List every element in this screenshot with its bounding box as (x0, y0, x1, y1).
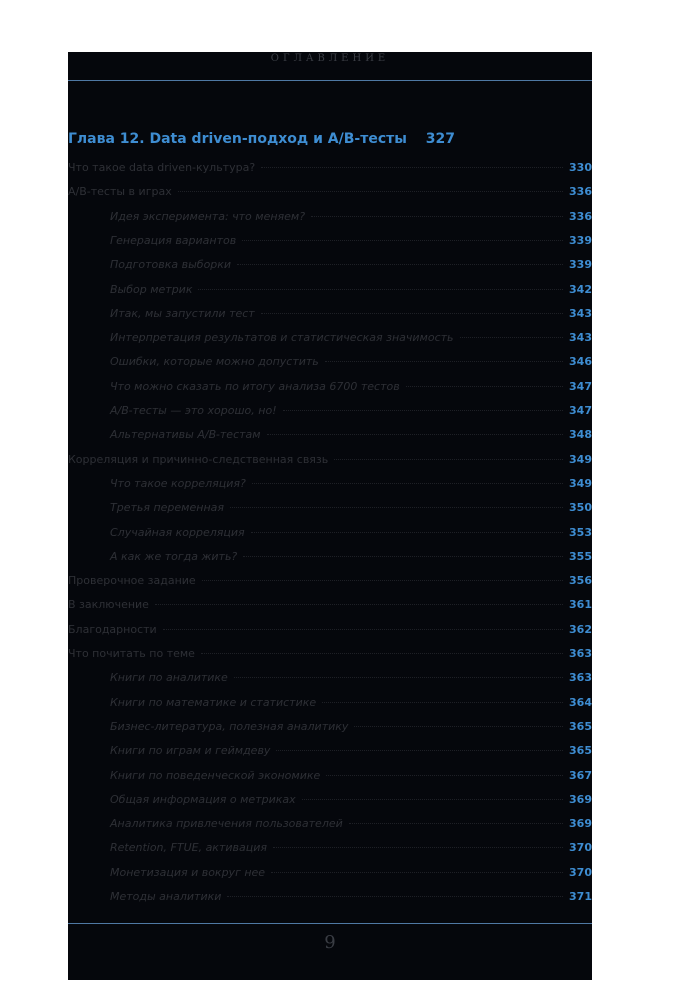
toc-entry-label: A/B-тесты — это хорошо, но! (110, 404, 277, 417)
dot-leader (267, 434, 563, 435)
toc-subentry[interactable] (110, 205, 592, 229)
dot-leader (349, 823, 563, 824)
toc-entry-page: 339 (569, 233, 592, 247)
dot-leader (325, 361, 563, 362)
toc-entry-page: 365 (569, 719, 592, 733)
toc-subentry[interactable] (110, 739, 592, 763)
toc-entry-page: 342 (569, 282, 592, 296)
toc-entry-page: 369 (569, 792, 592, 806)
dot-leader (261, 313, 563, 314)
toc-entry-page: 346 (569, 355, 592, 369)
toc-entry-label: Третья переменная (110, 501, 224, 515)
document-page (68, 52, 592, 980)
header-rule (68, 80, 592, 81)
toc-entry-page: 369 (569, 817, 592, 831)
toc-subentry[interactable] (110, 302, 592, 326)
toc-entry-label: Интерпретация результатов и статистическая значимость (110, 331, 454, 345)
toc-entry-page: 367 (569, 768, 592, 782)
toc-entry-label: Общая информация о метриках (110, 792, 296, 806)
toc-entry-label: Методы аналитики (110, 890, 222, 903)
dot-leader (227, 896, 563, 897)
toc-subentry[interactable] (110, 666, 592, 690)
toc-subentry[interactable] (110, 423, 592, 447)
dot-leader (334, 459, 563, 460)
toc-entry[interactable] (68, 593, 592, 617)
dot-leader (283, 410, 563, 411)
toc-entry-label: Альтернативы A/B-тестам (110, 428, 261, 442)
toc-entry-page: 356 (569, 574, 592, 588)
toc-subentry[interactable] (110, 545, 592, 569)
toc-entry-page: 339 (569, 258, 592, 272)
toc-subentry[interactable] (110, 521, 592, 545)
toc-entry-label: Проверочное задание (68, 574, 196, 588)
toc-entry-page: 364 (569, 695, 592, 709)
toc-entry-page: 349 (569, 476, 592, 490)
page-number: 9 (324, 932, 336, 953)
dot-leader (155, 604, 563, 605)
dot-leader (201, 653, 563, 654)
dot-leader (252, 483, 563, 484)
toc-entry-page: 365 (569, 744, 592, 758)
dot-leader (273, 847, 563, 848)
toc-entry-label: Подготовка выборки (110, 258, 232, 272)
chapter-page-number: 327 (425, 131, 456, 147)
toc-entry-page: 363 (569, 647, 592, 660)
dot-leader (302, 799, 563, 800)
toc-entry-page: 353 (569, 525, 592, 539)
toc-entry-label: Итак, мы запустили тест (110, 306, 255, 320)
dot-leader (163, 629, 563, 630)
toc-entry[interactable] (68, 642, 592, 666)
toc-entry-label: Генерация вариантов (110, 233, 237, 247)
toc-entry-label: Книги по играм и геймдеву (110, 744, 271, 758)
toc-entry-page: 347 (569, 379, 592, 393)
dot-leader (251, 532, 563, 533)
toc-subentry[interactable] (110, 836, 592, 860)
toc-subentry[interactable] (110, 764, 592, 788)
toc-entry-label: Что такое корреляция? (110, 476, 246, 490)
toc-entry-label: Случайная корреляция (110, 525, 245, 539)
toc-subentry[interactable] (110, 399, 592, 423)
dot-leader (354, 726, 563, 727)
toc-subentry[interactable] (110, 278, 592, 302)
toc-subentry[interactable] (110, 788, 592, 812)
dot-leader (242, 240, 563, 241)
toc-entry-label: Ошибки, которые можно допустить (110, 355, 319, 369)
dot-leader (406, 386, 563, 387)
dot-leader (230, 507, 563, 508)
toc-entry-page: 336 (569, 209, 592, 223)
toc-entry-label: Аналитика привлечения пользователей (110, 817, 343, 831)
toc-entry-label: A/B-тесты в играх (68, 185, 172, 199)
toc-entry-page: 343 (569, 306, 592, 320)
toc-entry-label: Выбор метрик (110, 282, 193, 296)
chapter-heading (68, 128, 592, 150)
toc-entry-label: Книги по аналитике (110, 671, 228, 685)
dot-leader (271, 872, 563, 873)
toc-entry-page: 370 (569, 841, 592, 855)
toc-subentry[interactable] (110, 472, 592, 496)
dot-leader (237, 264, 563, 265)
toc-subentry[interactable] (110, 861, 592, 885)
dot-leader (198, 289, 563, 290)
dot-leader (178, 191, 563, 192)
toc-entry-page: 355 (569, 549, 592, 563)
toc-subentry[interactable] (110, 496, 592, 520)
toc-entry-label: Бизнес-литература, полезная аналитику (110, 719, 349, 733)
dot-leader (261, 167, 563, 168)
toc-entry-label: Благодарности (68, 622, 157, 636)
toc-subentry[interactable] (110, 715, 592, 739)
toc-subentry[interactable] (110, 691, 592, 715)
toc-entry-page: 330 (569, 161, 592, 174)
toc-entry-label: Идея эксперимента: что меняем? (110, 209, 306, 223)
toc-subentry[interactable] (110, 812, 592, 836)
toc-subentry[interactable] (110, 885, 592, 909)
dot-leader (243, 556, 563, 557)
toc-entry-page: 371 (569, 890, 592, 903)
toc-entry[interactable] (68, 156, 592, 180)
toc-entry-label: Что такое data driven-культура? (68, 161, 256, 174)
toc-entry-page: 336 (569, 185, 592, 199)
toc-entry-label: Корреляция и причинно-следственная связь (68, 452, 329, 466)
toc-entry-label: В заключение (68, 598, 149, 612)
chapter-title: Глава 12. Data driven-подход и A/B-тесты (68, 131, 407, 147)
dot-leader (311, 216, 563, 217)
dot-leader (322, 702, 563, 703)
toc-subentry[interactable] (110, 375, 592, 399)
toc-entry-label: Книги по поведенческой экономике (110, 768, 321, 782)
toc-entry-label: Что можно сказать по итогу анализа 6700 тестов (110, 379, 400, 393)
toc-entry[interactable] (68, 618, 592, 642)
toc-subentry[interactable] (110, 253, 592, 277)
toc-entry-label: Книги по математике и статистике (110, 695, 317, 709)
toc-entry-page: 348 (569, 428, 592, 442)
toc-entry-page: 361 (569, 598, 592, 612)
toc-entry-page: 347 (569, 404, 592, 417)
toc-entry-label: Retention, FTUE, активация (110, 841, 267, 855)
toc-entry-page: 349 (569, 452, 592, 466)
toc-entry[interactable] (68, 448, 592, 472)
dot-leader (326, 775, 563, 776)
dot-leader (202, 580, 563, 581)
dot-leader (276, 750, 563, 751)
toc-entry[interactable] (68, 569, 592, 593)
toc-entry[interactable] (68, 180, 592, 204)
toc-entry-label: Монетизация и вокруг нее (110, 865, 266, 879)
toc-entry-label: А как же тогда жить? (110, 549, 238, 563)
dot-leader (234, 677, 563, 678)
toc-entry-page: 362 (569, 622, 592, 636)
footer-rule (68, 923, 592, 924)
toc-subentry[interactable] (110, 229, 592, 253)
toc-entry-page: 343 (569, 331, 592, 345)
toc-subentry[interactable] (110, 326, 592, 350)
toc-entry-page: 350 (569, 501, 592, 515)
toc-entry-page: 370 (569, 865, 592, 879)
toc-subentry[interactable] (110, 350, 592, 374)
dot-leader (460, 337, 564, 338)
toc-entry-page: 363 (569, 671, 592, 685)
toc-entry-label: Что почитать по теме (68, 647, 195, 660)
running-head: ОГЛАВЛЕНИЕ (270, 53, 390, 64)
